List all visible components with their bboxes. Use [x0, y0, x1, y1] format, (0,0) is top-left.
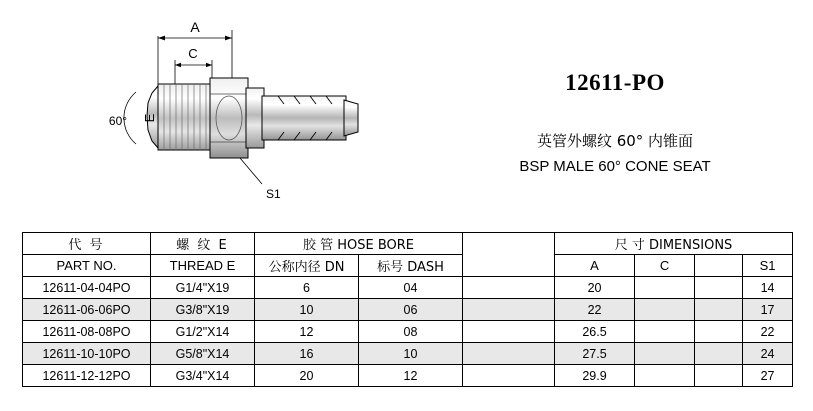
cell-blank2: [695, 365, 743, 387]
label-c: C: [188, 46, 198, 61]
s1-leader-line: [240, 158, 262, 184]
description-english: BSP MALE 60° CONE SEAT: [519, 158, 711, 175]
cell-dash: 10: [359, 343, 463, 365]
cell-dash: 06: [359, 299, 463, 321]
table-row: [23, 299, 793, 321]
header-part-no-en: PART NO.: [23, 255, 151, 277]
cell-s1: 27: [743, 365, 793, 387]
shoulder: [246, 88, 264, 148]
cell-blank2: [695, 343, 743, 365]
specification-table-wrap: [22, 232, 792, 387]
cell-a: 27.5: [555, 343, 635, 365]
cell-dn: 10: [255, 299, 359, 321]
cell-part-no: 12611-04-04PO: [23, 277, 151, 299]
cell-blank: [463, 299, 555, 321]
header-blank-1: [463, 233, 555, 277]
cell-c: [635, 343, 695, 365]
header-part-no-cn: 代 号: [23, 233, 151, 255]
cell-blank: [463, 277, 555, 299]
cell-a: 22: [555, 299, 635, 321]
table-row: [23, 343, 793, 365]
header-hose-bore: 胶 管 HOSE BORE: [255, 233, 463, 255]
cell-blank: [463, 343, 555, 365]
header-thread-cn: 螺 纹 E: [151, 233, 255, 255]
cell-dash: 08: [359, 321, 463, 343]
cell-blank2: [695, 321, 743, 343]
cell-dash: 12: [359, 365, 463, 387]
label-angle: 60°: [108, 114, 128, 128]
cell-a: 20: [555, 277, 635, 299]
cell-thread: G1/4"X19: [151, 277, 255, 299]
specification-table: [22, 232, 793, 387]
header-dim-s1: S1: [743, 255, 793, 277]
table-row: [23, 321, 793, 343]
cell-blank2: [695, 277, 743, 299]
cell-s1: 22: [743, 321, 793, 343]
cell-c: [635, 299, 695, 321]
cell-part-no: 12611-10-10PO: [23, 343, 151, 365]
cell-blank2: [695, 299, 743, 321]
header-thread-en: THREAD E: [151, 255, 255, 277]
header-dn: 公称内径 DN: [255, 255, 359, 277]
label-e: E: [142, 113, 157, 123]
cell-part-no: 12611-08-08PO: [23, 321, 151, 343]
label-a: A: [190, 19, 200, 35]
cell-c: [635, 365, 695, 387]
fitting-drawing: [40, 8, 400, 213]
table-row: [23, 365, 793, 387]
hose-barb: [262, 96, 346, 140]
description-chinese: 英管外螺纹 60° 内锥面: [536, 132, 694, 150]
cell-dn: 6: [255, 277, 359, 299]
title-block: [430, 70, 800, 175]
table-header-row-1: [23, 233, 793, 255]
header-dimensions: 尺 寸 DIMENSIONS: [555, 233, 793, 255]
cell-c: [635, 321, 695, 343]
cell-s1: 24: [743, 343, 793, 365]
cell-blank: [463, 365, 555, 387]
cell-blank: [463, 321, 555, 343]
thread-section: [158, 84, 212, 150]
cell-dn: 12: [255, 321, 359, 343]
header-dash: 标号 DASH: [359, 255, 463, 277]
barb-tip: [344, 100, 358, 136]
cell-thread: G1/2"X14: [151, 321, 255, 343]
table-row: [23, 277, 793, 299]
header-dim-c: C: [635, 255, 695, 277]
cell-thread: G3/8"X19: [151, 299, 255, 321]
cell-dn: 16: [255, 343, 359, 365]
cell-s1: 17: [743, 299, 793, 321]
cell-thread: G3/4"X14: [151, 365, 255, 387]
cell-c: [635, 277, 695, 299]
cell-s1: 14: [743, 277, 793, 299]
cell-thread: G5/8"X14: [151, 343, 255, 365]
cell-part-no: 12611-06-06PO: [23, 299, 151, 321]
label-s1: S1: [266, 187, 281, 201]
product-code: 12611-PO: [565, 70, 665, 95]
cell-a: 26.5: [555, 321, 635, 343]
cell-part-no: 12611-12-12PO: [23, 365, 151, 387]
fitting-drawing-svg: [40, 8, 400, 213]
header-blank-3: [695, 255, 743, 277]
cell-dn: 20: [255, 365, 359, 387]
table-header-row-2: [23, 255, 793, 277]
cell-a: 29.9: [555, 365, 635, 387]
cell-dash: 04: [359, 277, 463, 299]
header-dim-a: A: [555, 255, 635, 277]
